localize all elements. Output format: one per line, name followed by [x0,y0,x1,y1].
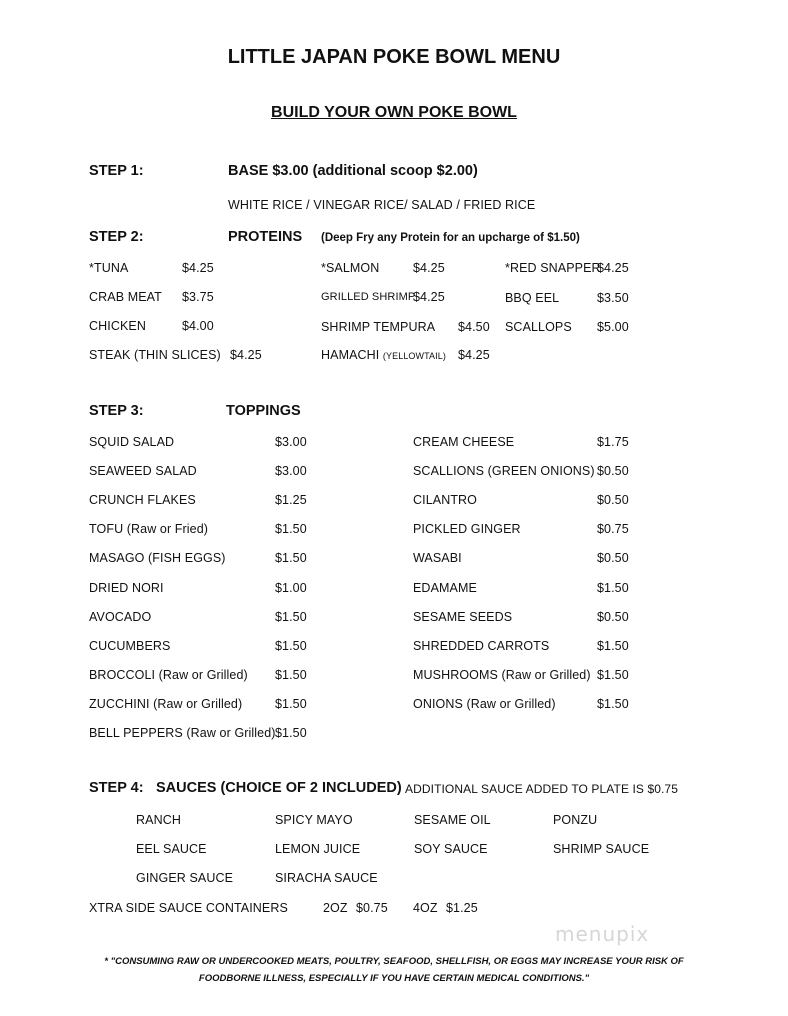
topping-price: $1.50 [597,581,629,595]
protein-price: $4.25 [413,261,445,275]
sauce-item: SPICY MAYO [275,813,353,827]
sauce-item: SESAME OIL [414,813,491,827]
protein-price: $5.00 [597,320,629,334]
topping-price: $1.50 [597,639,629,653]
topping-price: $3.00 [275,435,307,449]
step1-label: STEP 1: [89,163,144,179]
step3-label: STEP 3: [89,403,144,419]
protein-name: *SALMON [321,261,380,275]
topping-name: CUCUMBERS [89,639,171,653]
topping-name: MASAGO (FISH EGGS) [89,551,226,565]
topping-name: BELL PEPPERS (Raw or Grilled) [89,726,276,740]
topping-name: BROCCOLI (Raw or Grilled) [89,668,248,682]
protein-name: GRILLED SHRIMP [321,291,416,303]
topping-price: $0.75 [597,522,629,536]
topping-name: SHREDDED CARROTS [413,639,550,653]
step4-label: STEP 4: [89,780,144,796]
topping-price: $1.50 [275,522,307,536]
topping-price: $1.00 [275,581,307,595]
protein-price: $4.00 [182,319,214,333]
protein-name: BBQ EEL [505,291,560,305]
sauce-item: SHRIMP SAUCE [553,842,650,856]
step1-options: WHITE RICE / VINEGAR RICE/ SALAD / FRIED RICE [228,198,536,212]
protein-price: $4.25 [182,261,214,275]
topping-price: $1.75 [597,435,629,449]
watermark-logo: menupix [555,922,650,946]
topping-name: PICKLED GINGER [413,522,521,536]
container-price: $0.75 [356,901,388,915]
protein-price: $4.50 [458,320,490,334]
topping-name: CREAM CHEESE [413,435,515,449]
step2-label: STEP 2: [89,229,144,245]
topping-price: $0.50 [597,610,629,624]
protein-name: *TUNA [89,261,129,275]
step2-note: (Deep Fry any Protein for an upcharge of $1.50) [321,232,580,244]
step2-heading: PROTEINS [228,229,303,245]
container-price: $1.25 [446,901,478,915]
container-size: 4OZ [413,901,438,915]
sauce-item: SIRACHA SAUCE [275,871,378,885]
topping-name: CILANTRO [413,493,478,507]
sauce-item: LEMON JUICE [275,842,361,856]
protein-price: $3.50 [597,291,629,305]
topping-price: $0.50 [597,493,629,507]
protein-price: $3.75 [182,290,214,304]
protein-name: *RED SNAPPER [505,261,601,275]
topping-name: SEAWEED SALAD [89,464,197,478]
topping-name: EDAMAME [413,581,477,595]
sauce-item: EEL SAUCE [136,842,207,856]
step1-heading: BASE $3.00 (additional scoop $2.00) [228,163,478,179]
topping-price: $1.25 [275,493,307,507]
disclaimer-line-1: * "CONSUMING RAW OR UNDERCOOKED MEATS, POULTRY, SEAFOOD, SHELLFISH, OR EGGS MAY INCREASE YOUR RISK OF [104,956,684,967]
protein-name: CHICKEN [89,319,146,333]
protein-name: CRAB MEAT [89,290,162,304]
protein-name: SHRIMP TEMPURA [321,320,436,334]
topping-name: MUSHROOMS (Raw or Grilled) [413,668,591,682]
step4-note: ADDITIONAL SAUCE ADDED TO PLATE IS $0.75 [405,782,678,796]
topping-price: $1.50 [275,551,307,565]
topping-price: $1.50 [275,697,307,711]
protein-price: $4.25 [458,348,490,362]
topping-price: $1.50 [275,639,307,653]
topping-price: $0.50 [597,464,629,478]
protein-price: $4.25 [413,290,445,304]
topping-price: $1.50 [275,668,307,682]
topping-name: ONIONS (Raw or Grilled) [413,697,556,711]
containers-label: XTRA SIDE SAUCE CONTAINERS [89,901,288,915]
disclaimer-line-2: FOODBORNE ILLNESS, ESPECIALLY IF YOU HAVE CERTAIN MEDICAL CONDITIONS." [198,973,590,984]
topping-name: AVOCADO [89,610,152,624]
step3-heading: TOPPINGS [226,403,301,419]
topping-name: TOFU (Raw or Fried) [89,522,209,536]
protein-price: $4.25 [230,348,262,362]
topping-name: SCALLIONS (GREEN ONIONS) [413,464,595,478]
topping-name: DRIED NORI [89,581,164,595]
container-size: 2OZ [323,901,348,915]
topping-price: $1.50 [275,726,307,740]
topping-price: $1.50 [275,610,307,624]
topping-name: CRUNCH FLAKES [89,493,196,507]
topping-price: $3.00 [275,464,307,478]
protein-name: HAMACHI (YELLOWTAIL) [321,348,446,362]
sauce-item: SOY SAUCE [414,842,488,856]
topping-price: $1.50 [597,668,629,682]
protein-name: STEAK (THIN SLICES) [89,348,221,362]
topping-name: WASABI [413,551,462,565]
sauce-item: GINGER SAUCE [136,871,234,885]
topping-name: SQUID SALAD [89,435,175,449]
sauce-item: RANCH [136,813,181,827]
topping-name: ZUCCHINI (Raw or Grilled) [89,697,243,711]
topping-name: SESAME SEEDS [413,610,513,624]
protein-price: $4.25 [597,261,629,275]
menu-subtitle: BUILD YOUR OWN POKE BOWL [271,104,517,121]
sauce-item: PONZU [553,813,598,827]
topping-price: $1.50 [597,697,629,711]
protein-name: SCALLOPS [505,320,572,334]
step4-heading: SAUCES (CHOICE OF 2 INCLUDED) [156,780,402,796]
menu-title: LITTLE JAPAN POKE BOWL MENU [227,46,561,68]
topping-price: $0.50 [597,551,629,565]
